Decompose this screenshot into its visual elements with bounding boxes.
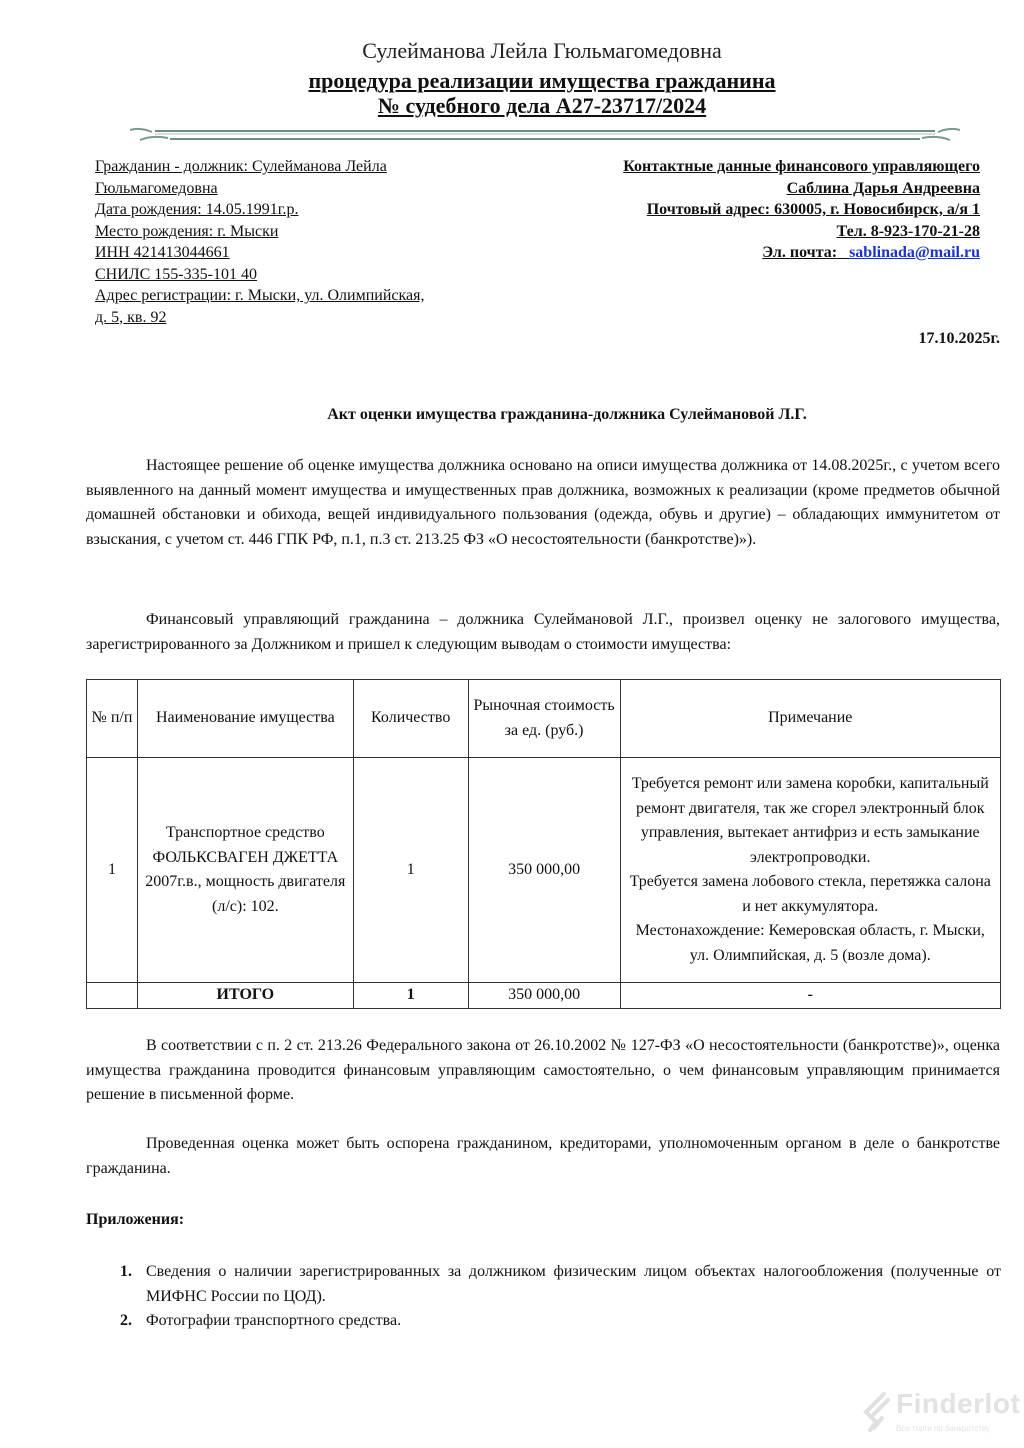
- note-line: Местонахождение: Кемеровская область, г. Мыски, ул. Олимпийская, д. 5 (возле дома).: [635, 922, 985, 964]
- attachments-title: Приложения:: [86, 1211, 185, 1228]
- debtor-snils: СНИЛС 155-335-101 40: [95, 265, 257, 283]
- cell-note: [620, 758, 1001, 983]
- header-procedure: процедура реализации имущества гражданина: [308, 68, 776, 93]
- attachment-item: [86, 1260, 1001, 1309]
- debtor-birth-date: Дата рождения: 14.05.1991г.р.: [95, 201, 299, 218]
- total-label: ИТОГО: [137, 983, 353, 1009]
- table-header-row: [87, 680, 1001, 758]
- manager-contact-block: [520, 156, 980, 264]
- watermark: [862, 1388, 1022, 1444]
- total-empty-cell: [87, 983, 138, 1009]
- decorative-divider: [130, 124, 960, 146]
- document-date: 17.10.2025г.: [918, 330, 1000, 347]
- debtor-address-cont: д. 5, кв. 92: [95, 308, 167, 326]
- cell-qty: 1: [353, 758, 468, 983]
- note-line: Требуется замена лобового стекла, перетяжка салона и нет аккумулятора.: [629, 873, 991, 915]
- cell-name: Транспортное средство ФОЛЬКСВАГЕН ДЖЕТТА 2007г.в., мощность двигателя (л/с): 102.: [137, 758, 353, 983]
- debtor-inn: ИНН 421413044661: [95, 244, 230, 261]
- total-qty: 1: [353, 983, 468, 1009]
- assets-table: [86, 679, 1001, 1009]
- intro-paragraph: Настоящее решение об оценке имущества должника основано на описи имущества должника от 14.08.2025г., с учетом всего выявленного на данный момент имущества и имущественных прав должника, возможных к реализации (кроме предметов обычной домашней обстановки и обихода, вещей индивидуального пользования (одежда, обувь и другие) – обладающих иммунитетом от взыскания, с учетом ст. 446 ГПК РФ, п.1, п.3 ст. 213.25 ФЗ «О несостоятельности (банкротстве)»).: [86, 457, 1000, 548]
- header-name: Наименование имущества: [137, 680, 353, 758]
- manager-phone: Тел. 8-923-170-21-28: [836, 222, 980, 240]
- attachment-text: Фотографии транспортного средства.: [146, 1312, 402, 1329]
- watermark-brand: Finderlot: [896, 1388, 1021, 1419]
- header-price: Рыночная стоимость за ед. (руб.): [468, 680, 620, 758]
- attachment-item: [86, 1309, 1001, 1334]
- cell-price: 350 000,00: [468, 758, 620, 983]
- debtor-info-block: [95, 156, 505, 328]
- total-note: -: [620, 983, 1001, 1009]
- manager-name: Саблина Дарья Андреевна: [786, 179, 980, 197]
- total-price: 350 000,00: [468, 983, 620, 1009]
- manager-address: Почтовый адрес: 630005, г. Новосибирск, а/я 1: [646, 201, 980, 218]
- header-num: № п/п: [87, 680, 138, 758]
- attachments-list: [86, 1260, 1001, 1334]
- header-case-number: № судебного дела А27-23717/2024: [377, 93, 707, 118]
- header-note: Примечание: [620, 680, 1001, 758]
- manager-email-link[interactable]: sablinada@mail.ru: [849, 244, 980, 261]
- cell-num: 1: [87, 758, 138, 983]
- attachment-text: Сведения о наличии зарегистрированных за должником физическим лицом объектах налогообложения (полученные от МИФНС России по ЦОД).: [146, 1263, 1001, 1305]
- header-debtor-name: Сулейманова Лейла Гюльмагомедовна: [362, 38, 722, 63]
- table-total-row: [87, 983, 1001, 1009]
- act-title: Акт оценки имущества гражданина-должника Сулеймановой Л.Г.: [327, 406, 807, 423]
- debtor-birth-place: Место рождения: г. Мыски: [95, 222, 279, 240]
- debtor-line: Гюльмагомедовна: [95, 179, 218, 197]
- legal-basis-paragraph: В соответствии с п. 2 ст. 213.26 Федерального закона от 26.10.2002 № 127-ФЗ «О несостоятельности (банкротстве)», оценка имущества гражданина проводится финансовым управляющим самостоятельно, о чем финансовым управляющим принимается решение в письменной форме.: [86, 1037, 1000, 1103]
- debtor-line: Гражданин - должник: Сулейманова Лейла: [95, 158, 387, 175]
- manager-title: Контактные данные финансового управляющего: [623, 158, 980, 175]
- header-qty: Количество: [353, 680, 468, 758]
- watermark-tagline: Все торги по банкротству: [896, 1424, 990, 1433]
- dispute-paragraph: Проведенная оценка может быть оспорена гражданином, кредиторами, уполномоченным органом в деле о банкротстве гражданина.: [86, 1135, 1000, 1177]
- manager-email-label: Эл. почта:: [762, 244, 838, 261]
- note-line: Требуется ремонт или замена коробки, капитальный ремонт двигателя, так же сгорел электронный блок управления, вытекает антифриз и есть замыкание электропроводки.: [631, 775, 989, 866]
- attachment-number: 1.: [120, 1263, 132, 1280]
- assessment-paragraph: Финансовый управляющий гражданина – должника Сулеймановой Л.Г., произвел оценку не залогового имущества, зарегистрированного за Должником и пришел к следующим выводам о стоимости имущества:: [86, 611, 1000, 653]
- manager-email-row: [520, 242, 980, 264]
- attachment-number: 2.: [120, 1312, 132, 1329]
- finderlot-logo-icon: [862, 1392, 892, 1432]
- table-row: [87, 758, 1001, 983]
- debtor-address: Адрес регистрации: г. Мыски, ул. Олимпийская,: [95, 287, 425, 304]
